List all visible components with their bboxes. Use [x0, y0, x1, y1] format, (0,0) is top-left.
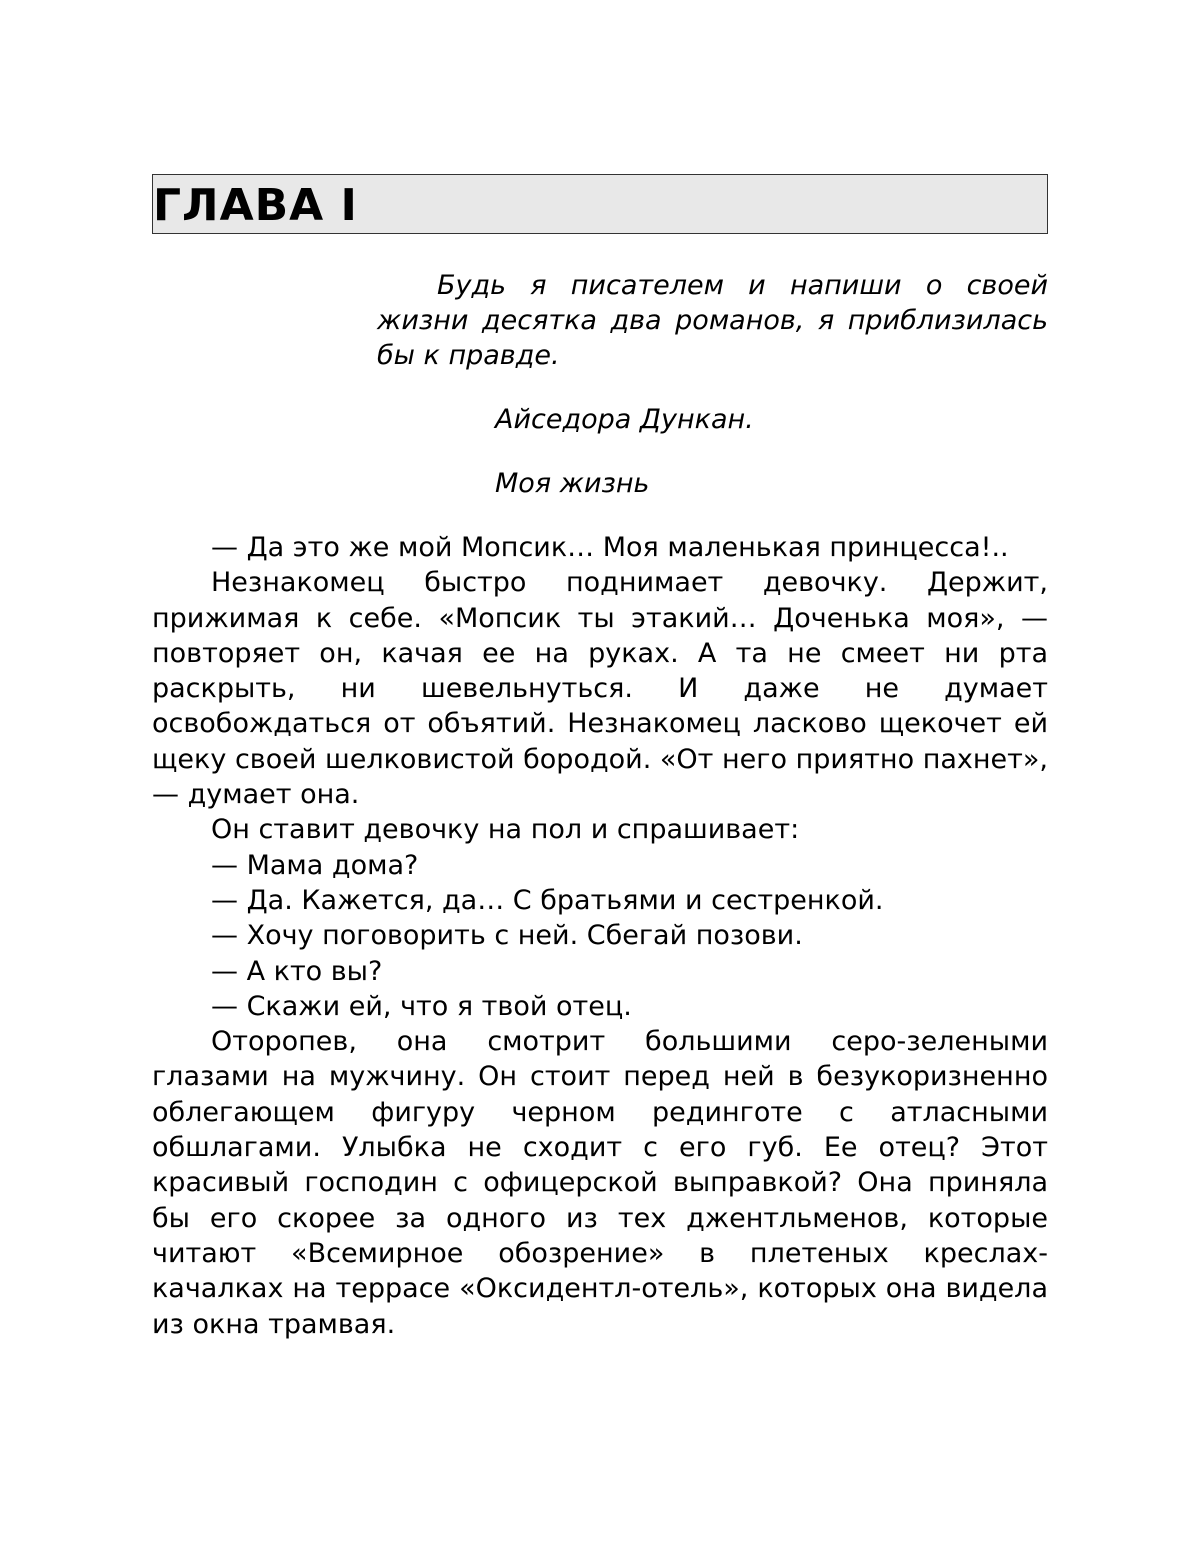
paragraph: — Да это же мой Мопсик… Моя маленькая принцесса!..	[211, 532, 1009, 563]
paragraph: Оторопев, она смотрит большими серо-зелеными глазами на мужчину. Он стоит перед ней в безукоризненно облегающем фигуру черном рединготе с атласными обшлагами. Улыбка не сходит с его губ. Ее отец? Этот красивый господин с офицерской выправкой? Она приняла бы его скорее за одного из тех джентльменов, которые читают «Всемирное обозрение» в плетеных креслах-качалках на террасе «Оксидентл-отель», которых она видела из окна трамвая.	[152, 1026, 1048, 1340]
paragraph: Незнакомец быстро поднимает девочку. Держит, прижимая к себе. «Мопсик ты этакий… Доченька моя», — повторяет он, качая ее на руках. А та не смеет ни рта раскрыть, ни шевельнуться. И даже не думает освобождаться от объятий. Незнакомец ласково щекочет ей щеку своей шелковистой бородой. «От него приятно пахнет», — думает она.	[152, 567, 1048, 811]
paragraph: — Мама дома?	[211, 849, 419, 881]
paragraph: — Хочу поговорить с ней. Сбегай позови.	[211, 920, 803, 952]
chapter-body	[152, 530, 1048, 1342]
paragraph: — А кто вы?	[211, 955, 383, 987]
chapter-title: ГЛАВА I	[153, 180, 358, 231]
paragraph: — Скажи ей, что я твой отец.	[211, 990, 632, 1022]
epigraph-author: Айседора Дункан.	[495, 404, 754, 435]
chapter-heading-box	[152, 174, 1048, 234]
paragraph: — Да. Кажется, да… С братьями и сестренкой.	[211, 884, 884, 916]
epigraph-quote: Будь я писателем и напиши о своей жизни десятка два романов, я приблизилась бы к правде.	[377, 270, 1048, 371]
paragraph: Он ставит девочку на пол и спрашивает:	[211, 814, 800, 846]
book-page	[152, 174, 1048, 1342]
epigraph	[377, 268, 1048, 501]
epigraph-source: Моя жизнь	[495, 468, 650, 499]
